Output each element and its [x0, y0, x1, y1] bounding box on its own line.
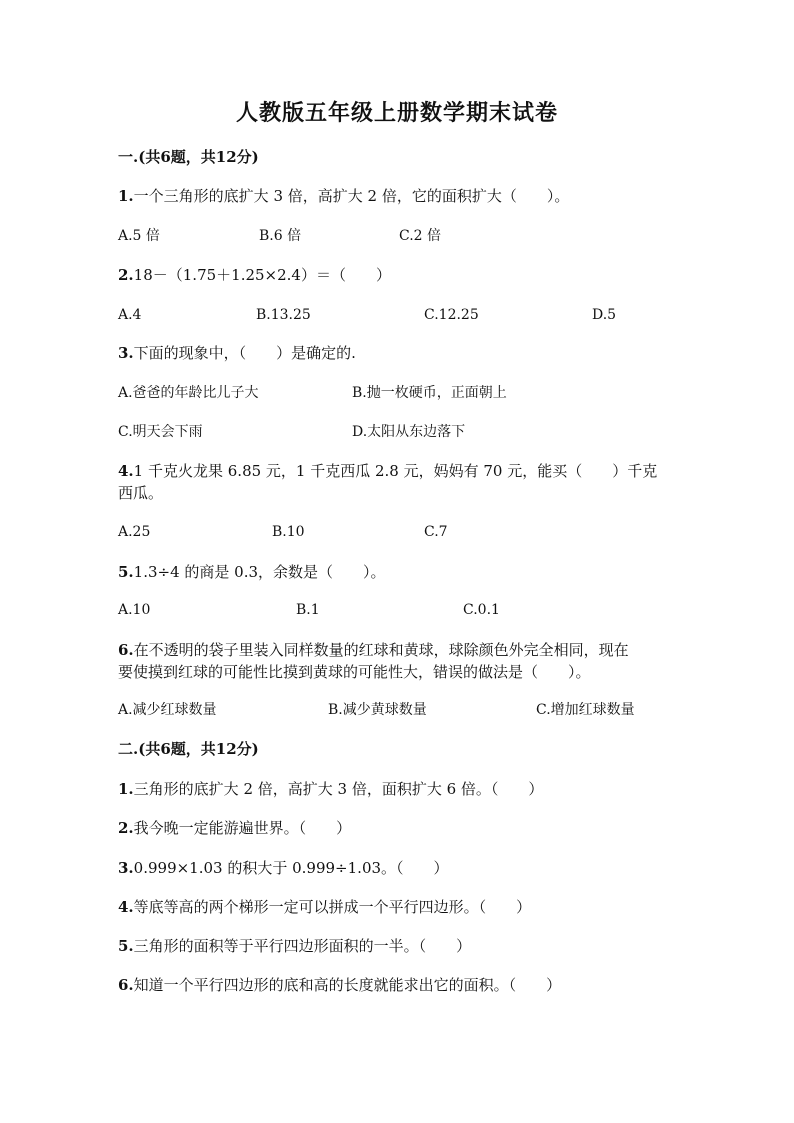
option-a: A.减少红球数量 [118, 702, 217, 718]
question-text: 三角形的面积等于平行四边形面积的一半。（ ） [133, 937, 472, 955]
question-2-6 [118, 974, 561, 996]
question-text: 1.3÷4 的商是 0.3，余数是（ ）。 [133, 563, 386, 581]
question-1-6 [118, 639, 629, 661]
option-d: D.5 [592, 307, 617, 323]
option-b: B.13.25 [256, 307, 311, 323]
question-1-5 [118, 561, 386, 583]
question-number: 3. [118, 859, 134, 877]
question-text: 1 千克火龙果 6.85 元，1 千克西瓜 2.8 元，妈妈有 70 元，能买（ ）千克 [133, 462, 658, 480]
question-1-3 [118, 342, 356, 364]
question-number: 1. [118, 187, 134, 205]
question-number: 5. [118, 563, 134, 581]
question-text: 18－（1.75＋1.25×2.4）＝（ ） [133, 266, 391, 284]
question-text: 知道一个平行四边形的底和高的长度就能求出它的面积。（ ） [133, 976, 562, 994]
question-number: 2. [118, 819, 134, 837]
option-c: C.明天会下雨 [118, 424, 203, 440]
question-number: 6. [118, 976, 134, 994]
option-a: A.25 [118, 524, 151, 540]
option-a: A.10 [118, 602, 151, 618]
option-a: A.4 [118, 307, 142, 323]
option-c: C.2 倍 [399, 228, 442, 244]
question-text: 我今晚一定能游遍世界。（ ） [133, 819, 352, 837]
question-2-5 [118, 935, 471, 957]
section-2-heading: 二.(共6题，共12分) [118, 740, 259, 758]
option-c: C.增加红球数量 [536, 702, 635, 718]
question-text: 三角形的底扩大 2 倍，高扩大 3 倍，面积扩大 6 倍。（ ） [133, 780, 544, 798]
option-b: B.抛一枚硬币，正面朝上 [352, 385, 507, 401]
question-number: 4. [118, 898, 134, 916]
question-1-6-cont: 要使摸到红球的可能性比摸到黄球的可能性大，错误的做法是（ ）。 [118, 663, 591, 681]
option-d: D.太阳从东边落下 [352, 424, 466, 440]
question-number: 1. [118, 780, 134, 798]
question-text: 下面的现象中，（ ）是确定的. [133, 344, 356, 362]
question-2-1 [118, 778, 543, 800]
section-1-heading: 一.(共6题，共12分) [118, 148, 259, 166]
question-2-2 [118, 817, 351, 839]
question-1-4-cont: 西瓜。 [118, 484, 164, 502]
option-a: A.5 倍 [118, 228, 160, 244]
question-number: 6. [118, 641, 134, 659]
option-b: B.10 [272, 524, 305, 540]
question-text: 在不透明的袋子里装入同样数量的红球和黄球，球除颜色外完全相同，现在 [133, 641, 629, 659]
option-c: C.12.25 [424, 307, 479, 323]
question-2-4 [118, 896, 531, 918]
question-1-1 [118, 185, 569, 207]
question-number: 5. [118, 937, 134, 955]
question-2-3 [118, 857, 449, 879]
question-text: 一个三角形的底扩大 3 倍，高扩大 2 倍，它的面积扩大（ ）。 [133, 187, 570, 205]
page-title: 人教版五年级上册数学期末试卷 [235, 100, 558, 126]
question-text: 0.999×1.03 的积大于 0.999÷1.03。（ ） [133, 859, 449, 877]
option-b: B.6 倍 [259, 228, 302, 244]
question-1-2 [118, 264, 391, 286]
question-number: 4. [118, 462, 134, 480]
option-c: C.7 [424, 524, 448, 540]
question-number: 2. [118, 266, 134, 284]
option-b: B.减少黄球数量 [328, 702, 427, 718]
question-text: 等底等高的两个梯形一定可以拼成一个平行四边形。（ ） [133, 898, 532, 916]
option-c: C.0.1 [463, 602, 500, 618]
question-number: 3. [118, 344, 134, 362]
option-a: A.爸爸的年龄比儿子大 [118, 385, 259, 401]
option-b: B.1 [296, 602, 320, 618]
question-1-4 [118, 460, 657, 482]
